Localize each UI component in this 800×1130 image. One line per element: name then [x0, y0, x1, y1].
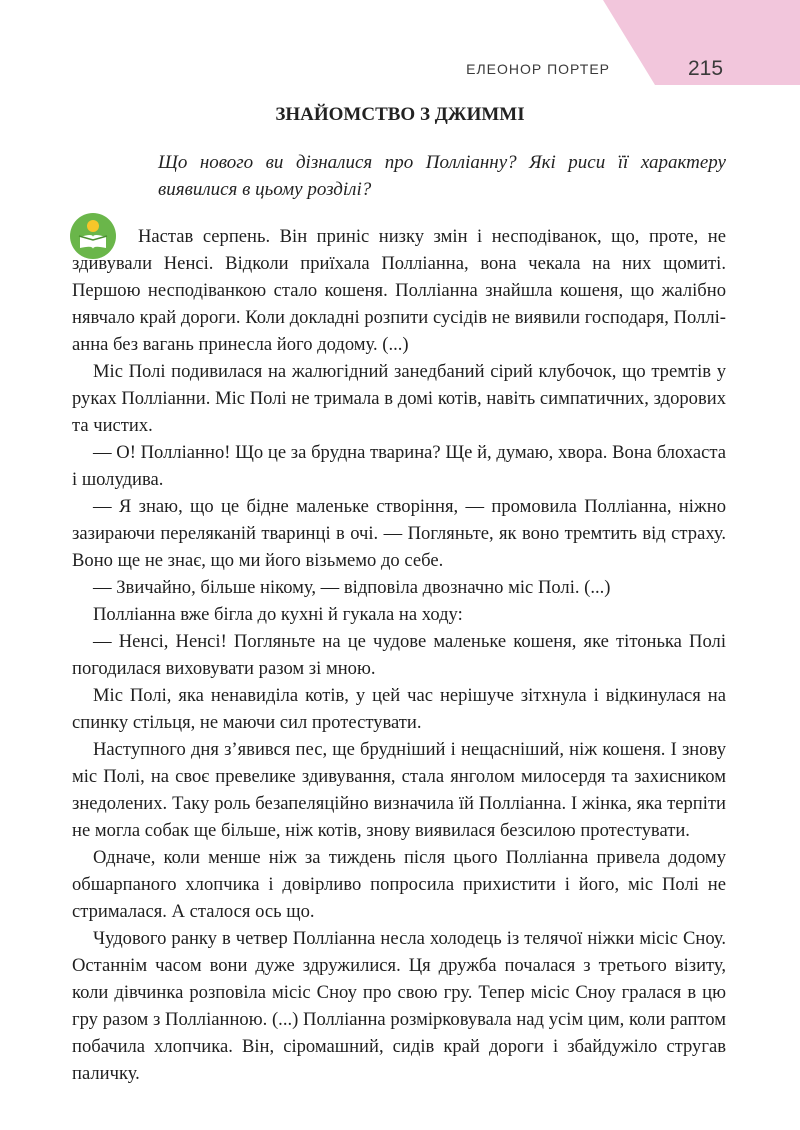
paragraph: Чудового ранку в четвер Полліанна несла холодець із телячої ніжки місіс Сноу. Останнім часом вони дуже здружилися. Ця дружба почалася з третього візиту, коли дівчинка розповіла місіс Сноу про свою гру. Тепер місіс Сноу гралася в цю гру разом з Полліанною. (...) Полліанна розмірковувала над усім цим, коли раптом побачила хлопчика. Він, сіромашний, сидів край дороги і збайдужіло стругав паличку.	[72, 928, 726, 1084]
page-corner-decoration	[0, 0, 800, 85]
paragraph: Міс Полі, яка ненавиділа котів, у цей час нерішуче зітхнула і відкинулася на спинку стільця, не маючи сил протестувати.	[72, 685, 726, 733]
paragraph	[72, 223, 726, 358]
paragraph: — Звичайно, більше нікому, — відповіла двозначно міс Полі. (...)	[93, 577, 611, 598]
paragraph: Наступного дня з’явився пес, ще брудніший і нещасніший, ніж кошеня. І знову міс Полі, на своє превелике здивування, стала янголом милосердя та захисником знедолених. Таку роль безапеляційно визначила їй Полліанна. І жінка, яка терпіти не могла собак ще більше, ніж котів, знову виявилася безсилою протестувати.	[72, 739, 726, 841]
paragraph: Одначе, коли менше ніж за тиждень після цього Полліанна привела додому обшарпаного хлопчика і довірливо попросила прихистити і його, міс Полі не стрималася. А сталося ось що.	[72, 847, 726, 922]
chapter-question: Що нового ви дізналися про Полліанну? Які риси її характеру виявилися в цьому розділі?	[158, 152, 726, 200]
paragraph: Полліанна вже бігла до кухні й гукала на ходу:	[93, 604, 463, 625]
paragraph: — Ненсі, Ненсі! Погляньте на це чудове маленьке кошеня, яке тітонька Полі погодилася виховувати разом зі мною.	[72, 631, 726, 679]
story-text	[72, 223, 726, 1087]
paragraph: — Я знаю, що це бідне маленьке створіння, — промовила Полліанна, ніжно зазираючи переляканій тваринці в очі. — Погляньте, як воно тремтить від страху. Воно ще не знає, що ми його візьмемо до себе.	[72, 496, 726, 571]
paragraph-text: Настав серпень. Він приніс низку змін і несподіванок, що, проте, не здивували Ненсі. Відколи приїхала Полліанна, вона чекала на них щомиті. Першою несподіванкою стало кошеня. Полліанна знайшла кошеня, що жалібно нявчало край дороги. Коли докладні розпити сусідів не виявили господаря, Полліанна без вагань принесла його додому. (...)	[72, 226, 726, 355]
paragraph: — О! Полліанно! Що це за брудна тварина? Ще й, думаю, хвора. Вона блохаста і шолудива.	[72, 442, 726, 490]
chapter-title: ЗНАЙОМСТВО З ДЖИММІ	[275, 104, 525, 125]
paragraph: Міс Полі подивилася на жалюгідний занедбаний сірий клубочок, що тремтів у руках Полліанни. Міс Полі не тримала в домі котів, навіть симпатичних, здорових та чистих.	[72, 361, 726, 436]
page-number: 215	[688, 57, 724, 80]
running-head: ЕЛЕОНОР ПОРТЕР	[466, 61, 610, 77]
